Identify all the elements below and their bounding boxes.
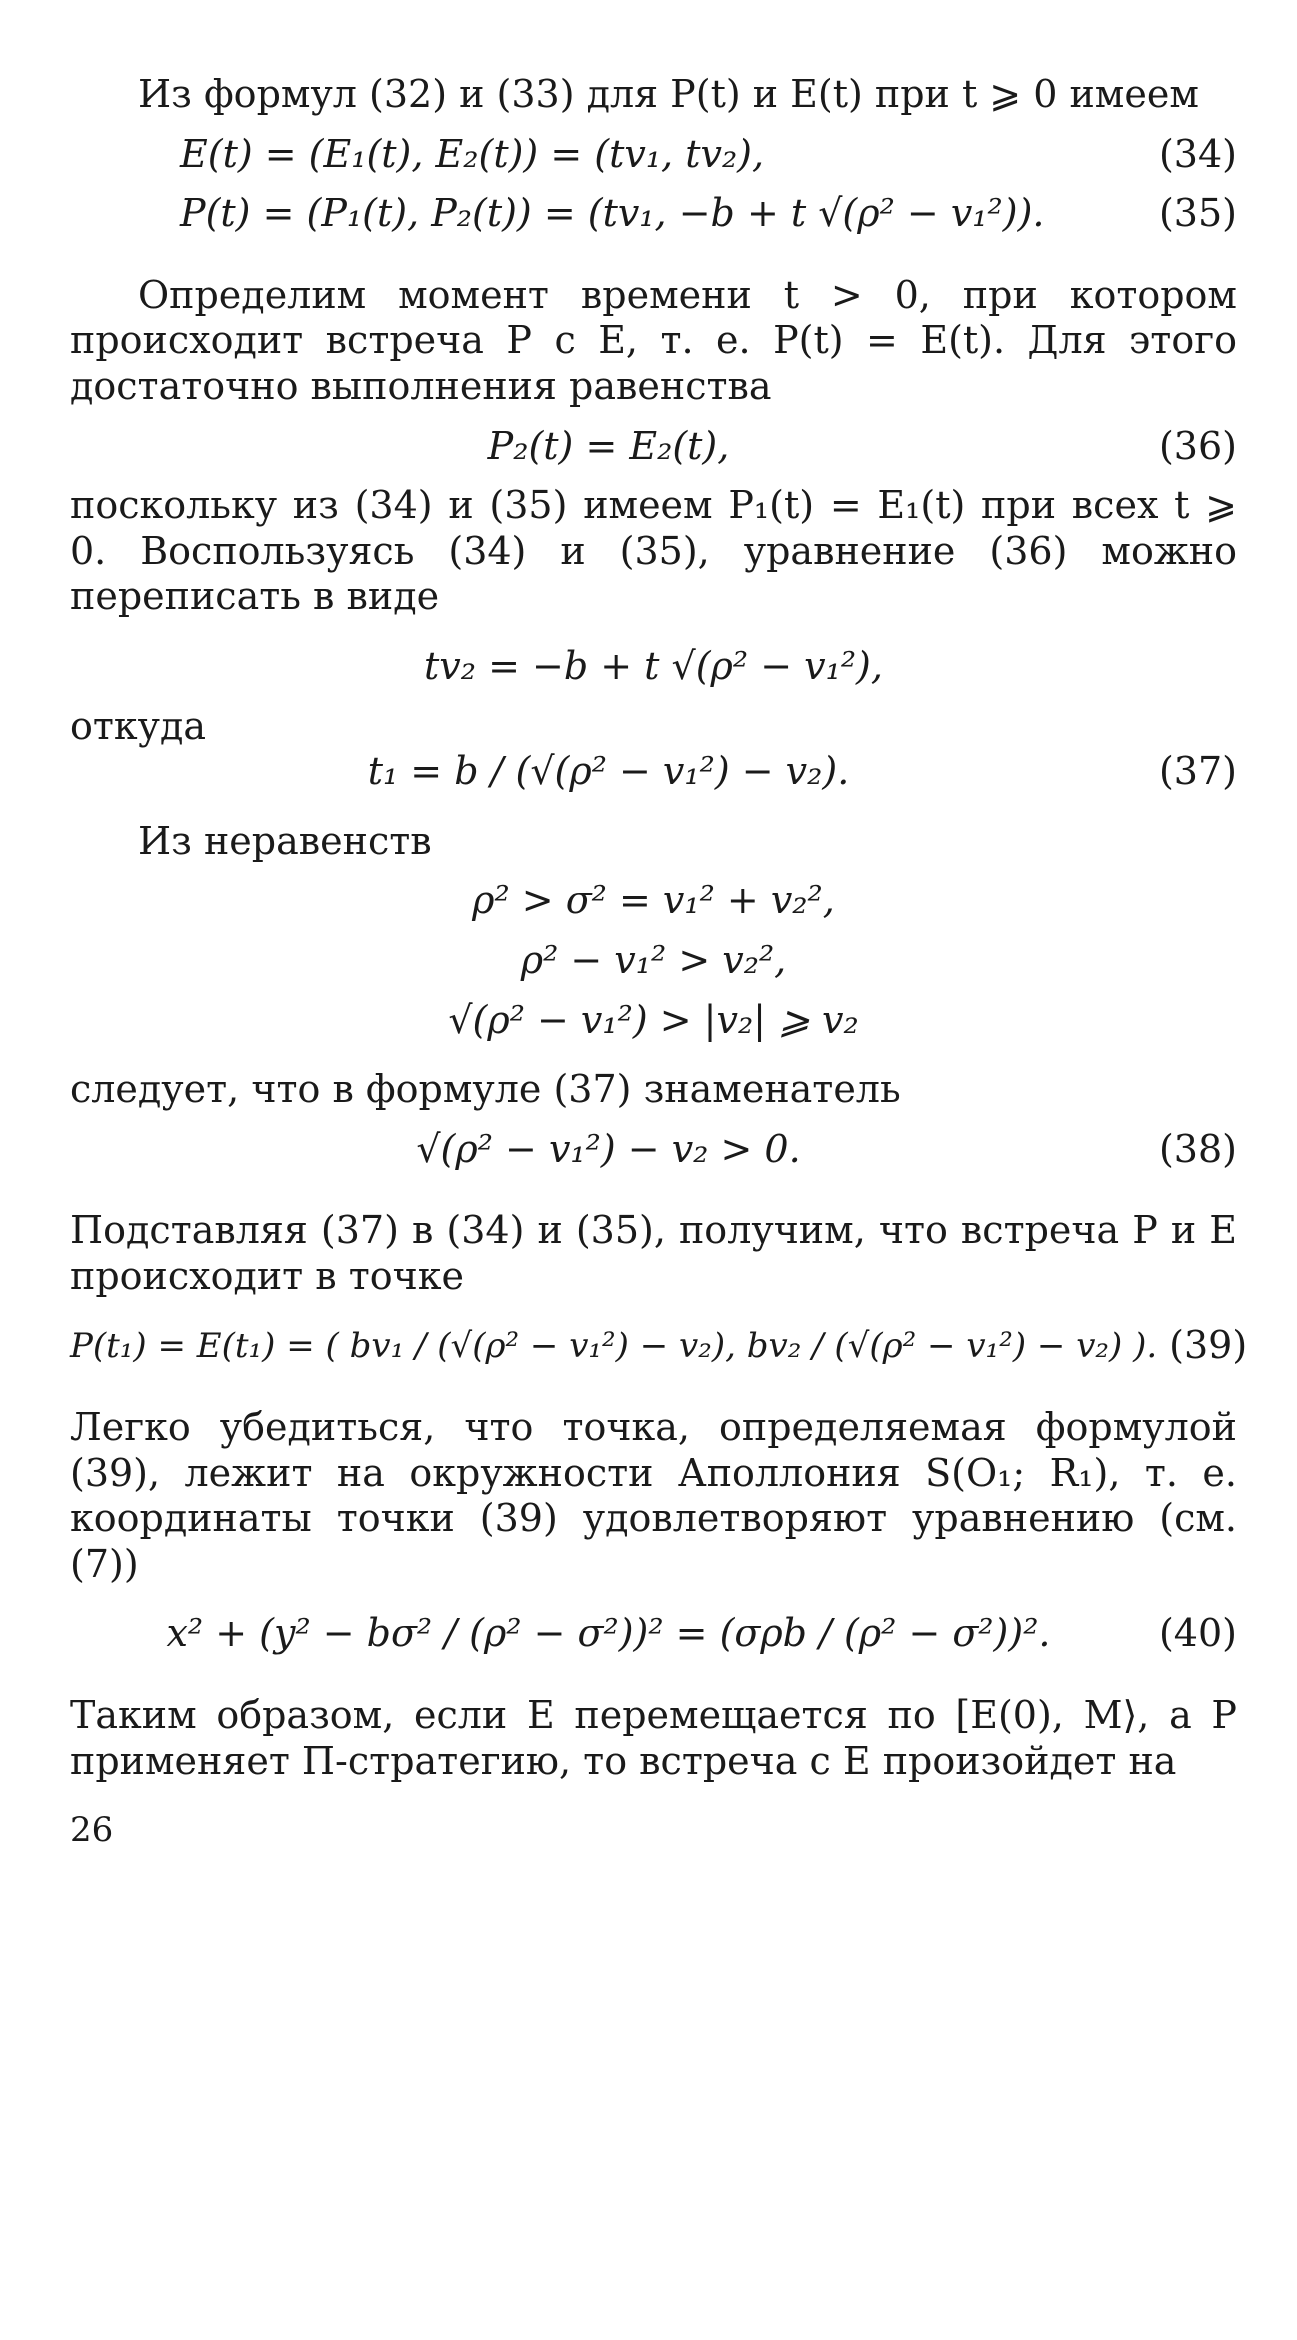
paragraph-3: поскольку из (34) и (35) имеем P₁(t) = E₁(t) при всех t ⩾ 0. Воспользуясь (34) и (35), уравнение (36) можно переписать в виде [70,483,1237,619]
equation-40-number: (40) [1158,1611,1237,1656]
inequality-1-expr: ρ² > σ² = v₁² + v₂², [472,878,835,923]
equation-37-number: (37) [1158,749,1237,794]
paragraph-8: Легко убедиться, что точка, определяемая формулой (39), лежит на окружности Аполлония S(O₁; R₁), т. е. координаты точки (39) удовлетворяют уравнению (см. (7)) [70,1405,1237,1586]
equation-36-number: (36) [1158,423,1237,468]
equation-37-expr: t₁ = b / (√(ρ² − v₁²) − v₂). [367,749,850,794]
inequality-3-expr: √(ρ² − v₁²) > |v₂| ⩾ v₂ [448,997,859,1042]
equation-40 [70,1611,1237,1657]
paragraph-9: Таким образом, если E перемещается по [E(0), M⟩, а P применяет П-стратегию, то встреча с E произойдет на [70,1693,1237,1783]
equation-35 [70,191,1237,237]
page-number: 26 [70,1810,114,1851]
paragraph-5: Из неравенств [138,818,432,863]
inequality-1 [70,878,1237,924]
equation-39 [70,1323,1248,1369]
equation-40-expr: x² + (y² − bσ² / (ρ² − σ²))² = (σρb / (ρ² − σ²))². [166,1611,1051,1656]
equation-39-expr: P(t₁) = E(t₁) = ( bv₁ / (√(ρ² − v₁²) − v₂), bv₂ / (√(ρ² − v₁²) − v₂) ). [70,1325,1158,1366]
equation-34-number: (34) [1158,131,1237,176]
paragraph-2: Определим момент времени t > 0, при котором происходит встреча P с E, т. е. P(t) = E(t). Для этого достаточно выполнения равенства [70,272,1237,408]
paragraph-4: откуда [70,703,207,748]
equation-35-number: (35) [1158,191,1237,236]
equation-34 [70,132,1237,178]
equation-36 [70,424,1237,470]
equation-38-number: (38) [1158,1126,1237,1171]
paragraph-1: Из формул (32) и (33) для P(t) и E(t) при t ⩾ 0 имеем [138,72,1199,116]
equation-36-rewritten-expr: tv₂ = −b + t √(ρ² − v₁²), [424,643,883,688]
equation-35-expr: P(t) = (P₁(t), P₂(t)) = (tv₁, −b + t √(ρ² − v₁²)). [180,191,1045,236]
equation-34-expr: E(t) = (E₁(t), E₂(t)) = (tv₁, tv₂), [180,131,765,176]
inequality-2-expr: ρ² − v₁² > v₂², [520,937,787,982]
paragraph-6: следует, что в формуле (37) знаменатель [70,1067,901,1112]
paragraph-7: Подставляя (37) в (34) и (35), получим, что встреча P и E происходит в точке [70,1208,1237,1298]
equation-38-expr: √(ρ² − v₁²) − v₂ > 0. [416,1126,801,1171]
inequality-3 [70,998,1237,1044]
equation-37 [70,749,1237,795]
equation-39-number: (39) [1169,1323,1248,1368]
equation-38 [70,1127,1237,1173]
equation-36-expr: P₂(t) = E₂(t), [487,423,730,468]
equation-36-rewritten [70,644,1237,690]
inequality-2 [70,938,1237,984]
